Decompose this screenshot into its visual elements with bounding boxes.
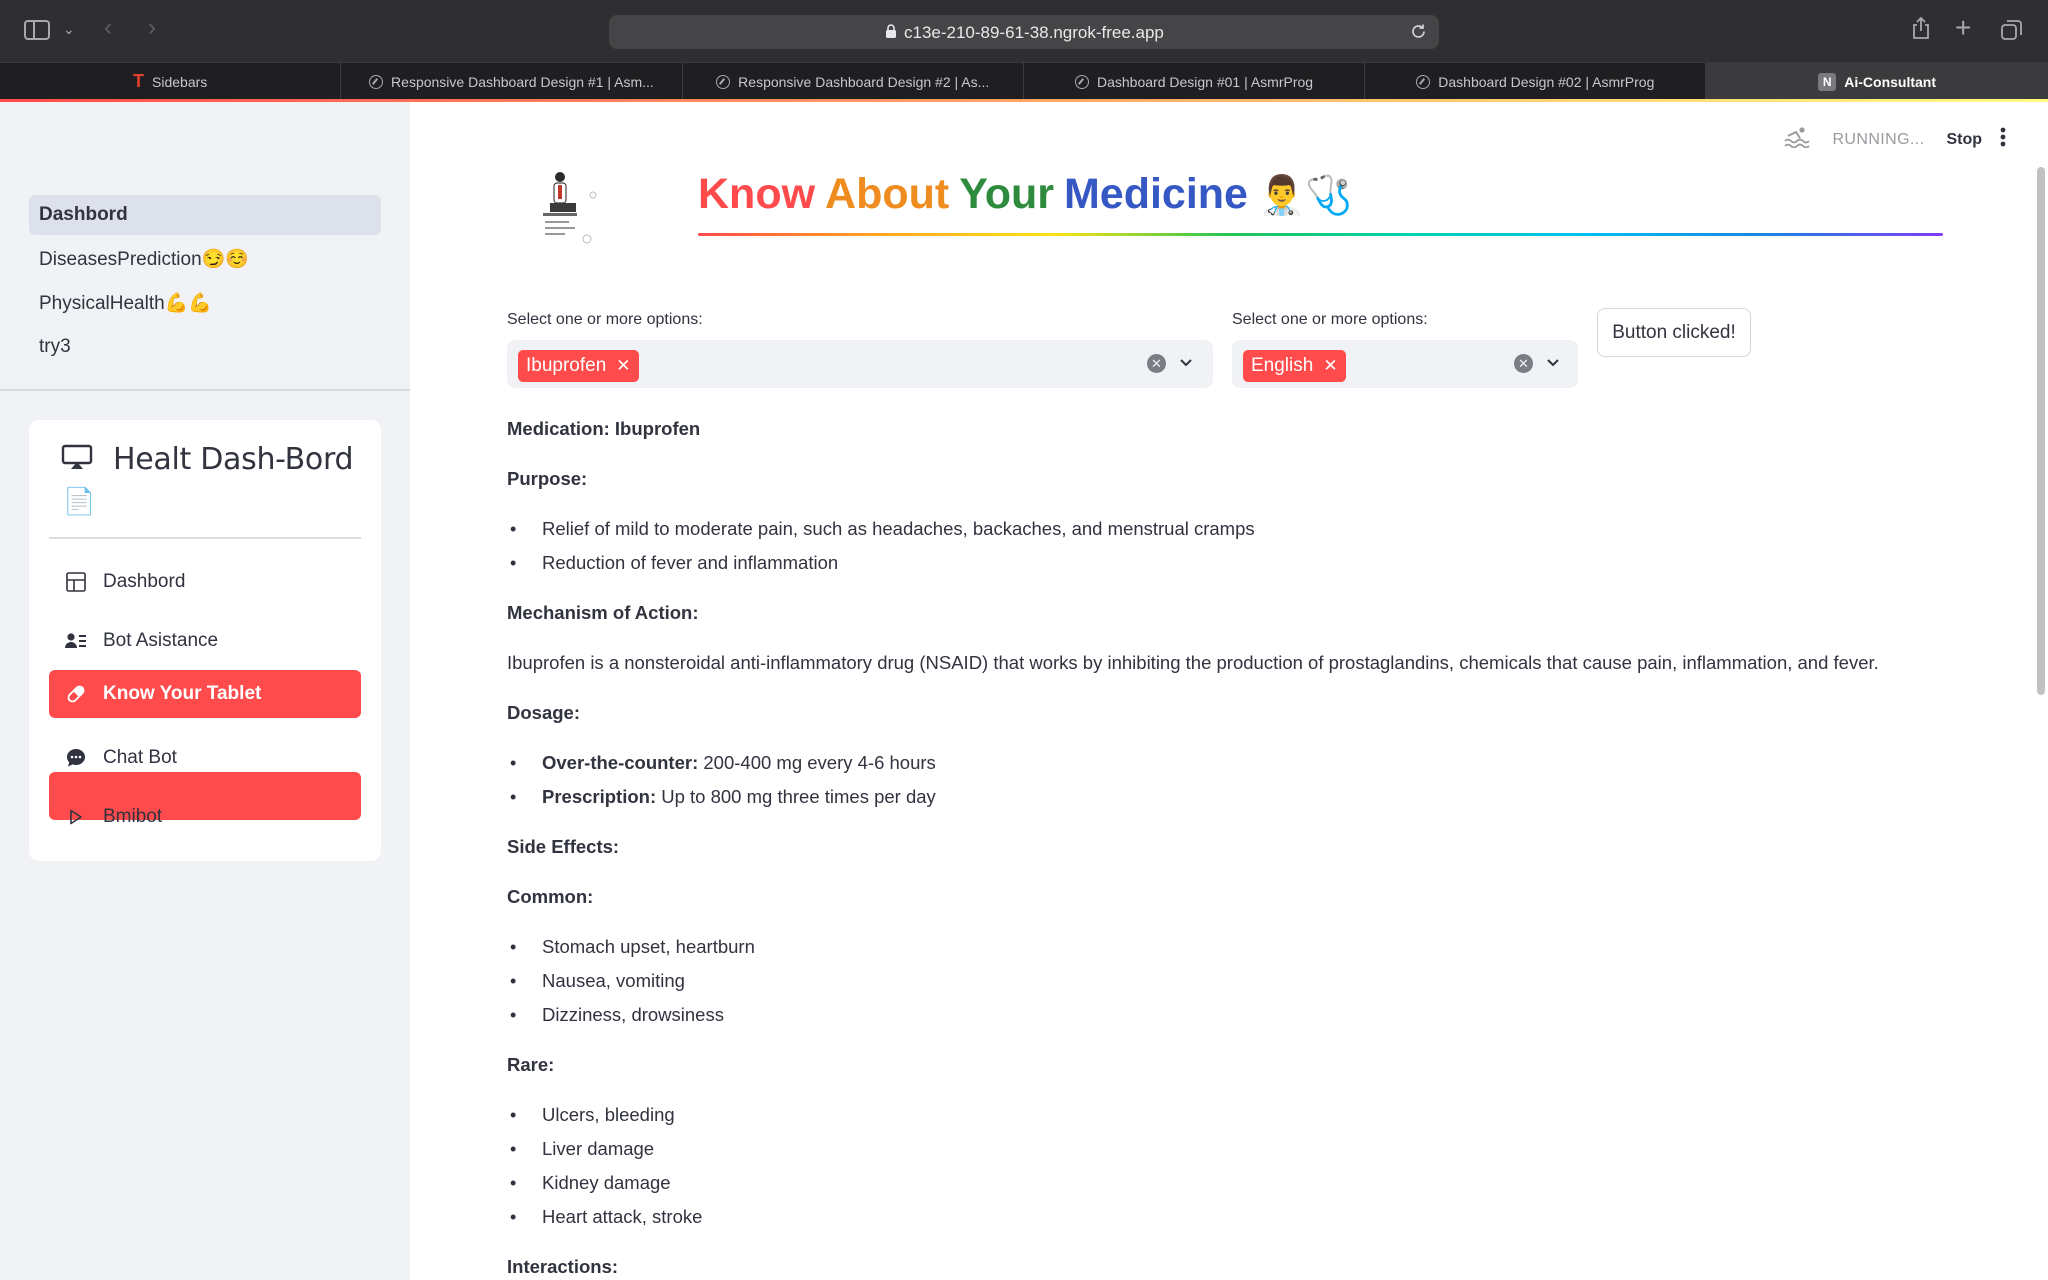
compass-icon [1075,75,1089,89]
tab-ai-consultant[interactable] [1706,63,2047,100]
cast-icon [61,443,93,476]
page-link-diseases-prediction[interactable]: DiseasesPrediction😏☺️ [39,249,249,270]
title-word: Know [698,170,816,218]
common-heading: Common: [507,886,594,907]
dosage-value: Up to 800 mg three times per day [656,786,936,807]
title-word: Your [959,170,1054,218]
tab-dashboard-01[interactable] [1024,63,1365,100]
run-status [1784,126,1982,154]
medication-heading: Medication: Ibuprofen [507,418,701,439]
selected-chip [518,350,639,382]
language-multiselect[interactable] [1232,340,1578,388]
dosage-heading: Dosage: [507,702,580,723]
page-navigation [29,195,381,371]
doctor-stethoscope-emoji: 👨‍⚕️🩺 [1257,175,1353,217]
dosage-list [507,746,1987,814]
chat-dots-icon [65,747,87,769]
list-item: • Stomach upset, heartburn [507,930,1987,964]
menu-item-bot-asistance[interactable] [49,617,361,665]
tab-dashboard-02[interactable] [1365,63,1706,100]
medicine-multiselect[interactable] [507,340,1213,388]
menu-divider [49,537,361,539]
tab-label: Dashboard Design #02 | AsmrProg [1438,73,1655,90]
url-text: c13e-210-89-61-38.ngrok-free.app [904,23,1164,42]
title-word: Medicine [1063,170,1248,218]
chip-remove-icon[interactable]: ✕ [1323,356,1338,375]
dosage-label: Prescription: [542,786,657,807]
chip-label: Ibuprofen [526,355,607,376]
rare-list [507,1098,1987,1234]
grid-icon [65,571,87,593]
list-item [507,746,1987,780]
tab-sidebars[interactable] [0,63,341,100]
kebab-menu-icon[interactable] [2000,127,2006,153]
address-bar[interactable] [609,15,1439,49]
chevron-down-icon[interactable] [1546,352,1560,379]
language-select-label: Select one or more options: [1232,311,1428,328]
chevron-down-icon[interactable]: ⌄ [63,21,75,37]
sidebar-toggle-icon[interactable] [24,19,50,46]
person-lines-icon [65,630,87,652]
share-icon[interactable] [1911,16,1931,45]
side-effects-heading: Side Effects: [507,836,620,857]
common-list [507,930,1987,1032]
new-tab-icon[interactable]: + [1955,12,1972,43]
list-item: • Reduction of fever and inflammation [507,546,1987,580]
title-rainbow-divider [698,233,1943,236]
medicine-info [507,412,1987,1280]
page-link-try3[interactable]: try3 [39,336,71,357]
list-item: • Heart attack, stroke [507,1200,1987,1234]
play-icon [65,806,87,828]
purpose-heading: Purpose: [507,468,588,489]
dosage-label: Over-the-counter: [542,752,699,773]
menu-header [61,442,353,477]
menu-item-label: Dashbord [103,571,186,592]
tab-label: Sidebars [152,73,208,90]
list-item: • Kidney damage [507,1166,1987,1200]
menu-item-bmibot[interactable] [49,793,361,841]
list-item: • Ulcers, bleeding [507,1098,1987,1132]
scrollbar-thumb[interactable] [2037,167,2045,695]
list-item: • Relief of mild to moderate pain, such as headaches, backaches, and menstrual cramps [507,512,1987,546]
menu-title: Healt Dash-Bord [113,442,354,477]
tab-label: Ai-Consultant [1844,73,1937,90]
dosage-value: 200-400 mg every 4-6 hours [698,752,936,773]
list-item: • Dizziness, drowsiness [507,998,1987,1032]
chip-label: English [1251,355,1314,376]
lock-icon [885,24,897,44]
capsule-icon [65,683,87,705]
list-item: • Liver damage [507,1132,1987,1166]
title-word: About [825,170,950,218]
reload-icon[interactable] [1410,23,1427,45]
list-item [507,780,1987,814]
tab-dashboard-2[interactable] [683,63,1024,100]
action-button[interactable]: Button clicked! [1597,308,1751,357]
page-title [698,170,1353,219]
compass-icon [1416,75,1430,89]
tab-label: Responsive Dashboard Design #1 | Asm... [391,73,654,90]
purpose-list [507,512,1987,580]
menu-item-know-your-tablet-active[interactable] [49,670,361,718]
chevron-down-icon[interactable] [1179,352,1193,379]
tab-dashboard-1[interactable] [341,63,682,100]
chip-remove-icon[interactable]: ✕ [616,356,631,375]
menu-item-label: Bot Asistance [103,630,219,651]
clear-all-icon[interactable]: ✕ [1147,354,1166,373]
mechanism-heading: Mechanism of Action: [507,602,699,623]
tab-label: Dashboard Design #01 | AsmrProg [1096,73,1314,90]
mechanism-text: Ibuprofen is a nonsteroidal anti-inflammatory drug (NSAID) that works by inhibiting the production of prostaglandins, chemicals that cause pain, inflammation, and fever. [507,652,1879,673]
browser-toolbar [0,0,2048,62]
list-item: • Nausea, vomiting [507,964,1987,998]
option-menu [29,420,381,861]
doctor-illustration [533,167,623,249]
menu-item-chat-bot[interactable] [49,734,361,782]
menu-item-label: Know Your Tablet [103,683,262,704]
clear-all-icon[interactable]: ✕ [1514,354,1533,373]
back-arrow-icon[interactable]: ‹ [104,14,112,41]
compass-icon [369,75,383,89]
selected-chip [1243,350,1346,382]
running-status-text: RUNNING... [1832,131,1925,148]
page-link-dashbord[interactable]: Dashbord [29,195,381,235]
t-logo-icon: T [133,71,145,91]
sidebar-divider [0,389,410,391]
tab-overview-icon[interactable] [2001,19,2023,46]
menu-item-label: Chat Bot [103,747,177,768]
n-logo-icon: N [1818,73,1836,91]
compass-icon [716,75,730,89]
medicine-select-label: Select one or more options: [507,311,703,328]
menu-item-dashbord[interactable] [49,558,361,606]
stop-button[interactable]: Stop [1946,131,1982,148]
interactions-heading: Interactions: [507,1256,619,1277]
tab-bar [0,62,2048,100]
forward-arrow-icon[interactable]: › [148,14,156,41]
rare-heading: Rare: [507,1054,555,1075]
main-content [410,102,2048,1280]
swimmer-icon [1784,126,1810,154]
page-link-physical-health[interactable]: PhysicalHealth💪💪 [39,293,212,314]
menu-item-label: Bmibot [103,806,163,827]
tab-label: Responsive Dashboard Design #2 | As... [738,73,990,90]
document-emoji-icon: 📄 [63,486,96,516]
